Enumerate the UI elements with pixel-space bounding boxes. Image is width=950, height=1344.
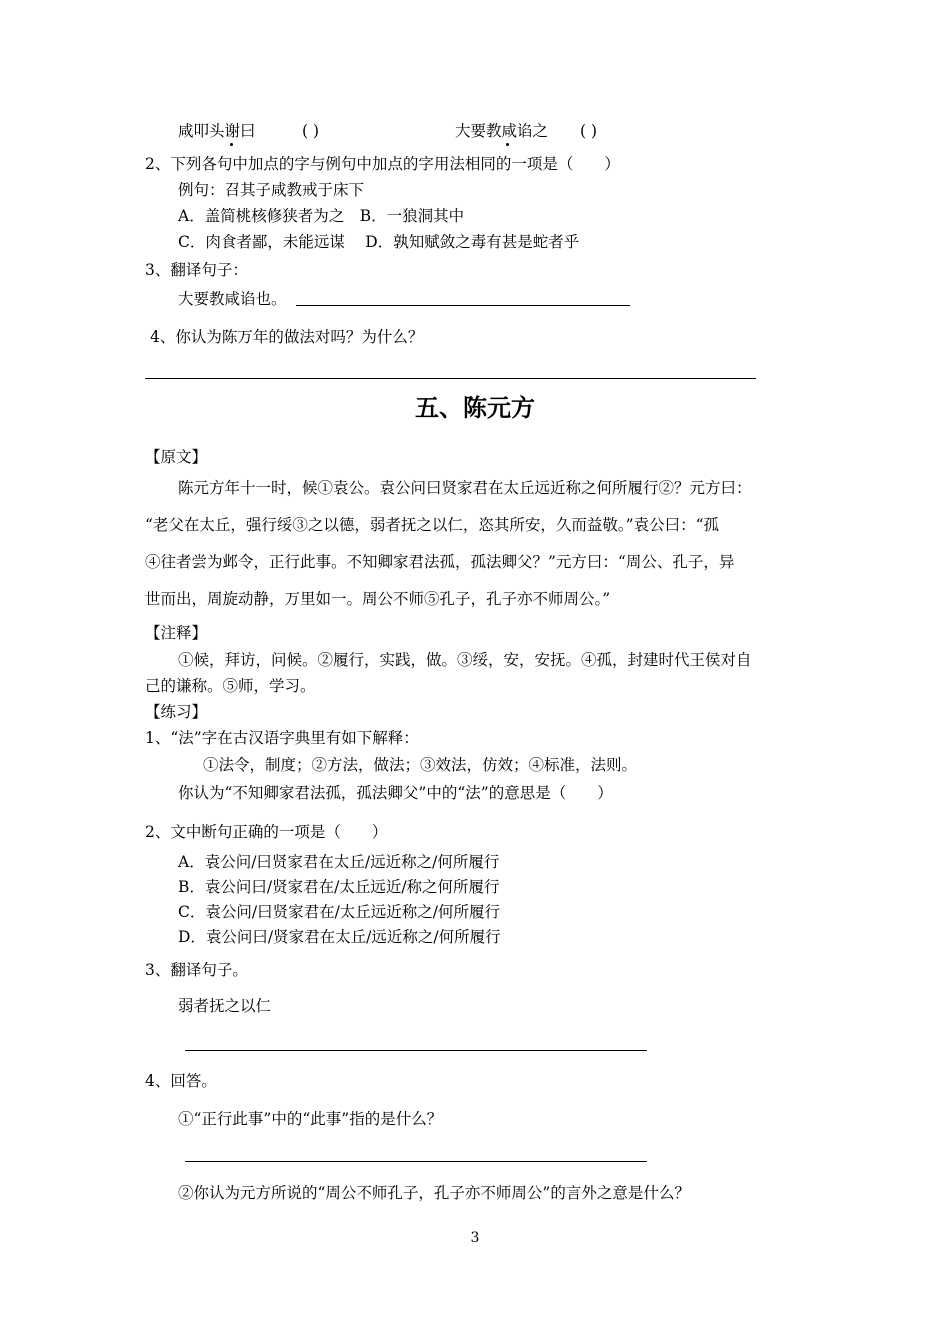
notes-line-2: 己的谦称。⑤师，学习。 (145, 677, 316, 695)
exercise-q3-stem: 3、翻译句子。 (145, 961, 248, 979)
emphasis-dot (506, 143, 509, 146)
exercise-heading: 【练习】 (145, 703, 208, 721)
answer-line (296, 305, 630, 306)
prev-q1-blank2: ( ) (580, 122, 598, 140)
exercise-q4-sub2: ②你认为元方所说的“周公不师孔子，孔子亦不师周公”的言外之意是什么？ (178, 1184, 690, 1202)
answer-line (185, 1161, 647, 1162)
original-line-2: “老父在太丘，强行绥③之以德，弱者抚之以仁，恣其所安，久而益敬。”袁公曰：“孤 (145, 516, 720, 534)
exercise-q1-question: 你认为“不知卿家君法孤，孤法卿父”中的“法”的意思是（ ） (178, 784, 613, 802)
exercise-q1-defs: ①法令，制度；②方法，做法；③效法，仿效；④标准，法则。 (203, 756, 638, 774)
prev-q4-stem: 4、你认为陈万年的做法对吗？为什么？ (150, 328, 424, 346)
prev-q3-stem: 3、翻译句子： (145, 261, 248, 279)
exercise-q1-stem: 1、“法”字在古汉语字典里有如下解释： (145, 729, 419, 747)
original-line-3: ④往者尝为邺令，正行此事。不知卿家君法孤，孤法卿父？”元方曰：“周公、孔子，异 (145, 553, 735, 571)
prev-q2-options-ab: A．盖简桃核修狭者为之 B．一狼洞其中 (178, 207, 465, 225)
prev-q1-blank1: ( ) (302, 122, 320, 140)
original-heading: 【原文】 (145, 448, 208, 466)
prev-q2-stem: 2、下列各句中加点的字与例句中加点的字用法相同的一项是（ ） (145, 155, 620, 173)
notes-line-1: ①候，拜访，问候。②履行，实践，做。③绥，安，安抚。④孤，封建时代王侯对自 (178, 651, 752, 669)
section-title: 五、陈元方 (415, 394, 535, 422)
prev-q3-sentence: 大要教咸谄也。 (178, 290, 287, 308)
original-line-4: 世而出，周旋动静，万里如一。周公不师⑤孔子，孔子亦不师周公。” (145, 590, 611, 608)
exercise-q2-option-c: C．袁公问/曰贤家君在/太丘远近称之/何所履行 (178, 903, 501, 921)
exercise-q2-stem: 2、文中断句正确的一项是（ ） (145, 823, 388, 841)
exercise-q2-option-d: D．袁公问曰/贤家君在太丘/远近称之/何所履行 (178, 928, 501, 946)
prev-q2-options-cd: C．肉食者鄙，未能远谋 D．孰知赋敛之毒有甚是蛇者乎 (178, 233, 580, 251)
original-line-1: 陈元方年十一时，候①袁公。袁公问曰贤家君在太丘远近称之何所履行②？元方曰： (178, 479, 752, 497)
prev-q2-example: 例句：召其子咸教戒于床下 (178, 181, 365, 199)
exercise-q4-sub1: ①“正行此事”中的“此事”指的是什么？ (178, 1110, 443, 1128)
answer-line (185, 1050, 647, 1051)
prev-q1-item2: 大要教咸谄之 (455, 122, 549, 140)
exercise-q2-option-a: A．袁公问/曰贤家君在太丘/远近称之/何所履行 (178, 853, 500, 871)
exercise-q2-option-b: B．袁公问曰/贤家君在/太丘远近/称之何所履行 (178, 878, 500, 896)
exercise-q3-sentence: 弱者抚之以仁 (178, 997, 272, 1015)
answer-line (145, 378, 756, 379)
notes-heading: 【注释】 (145, 624, 208, 642)
prev-q1-item1: 咸叩头谢曰 (178, 122, 256, 140)
emphasis-dot (230, 143, 233, 146)
page-number: 3 (470, 1230, 480, 1246)
exercise-q4-stem: 4、回答。 (145, 1072, 217, 1090)
